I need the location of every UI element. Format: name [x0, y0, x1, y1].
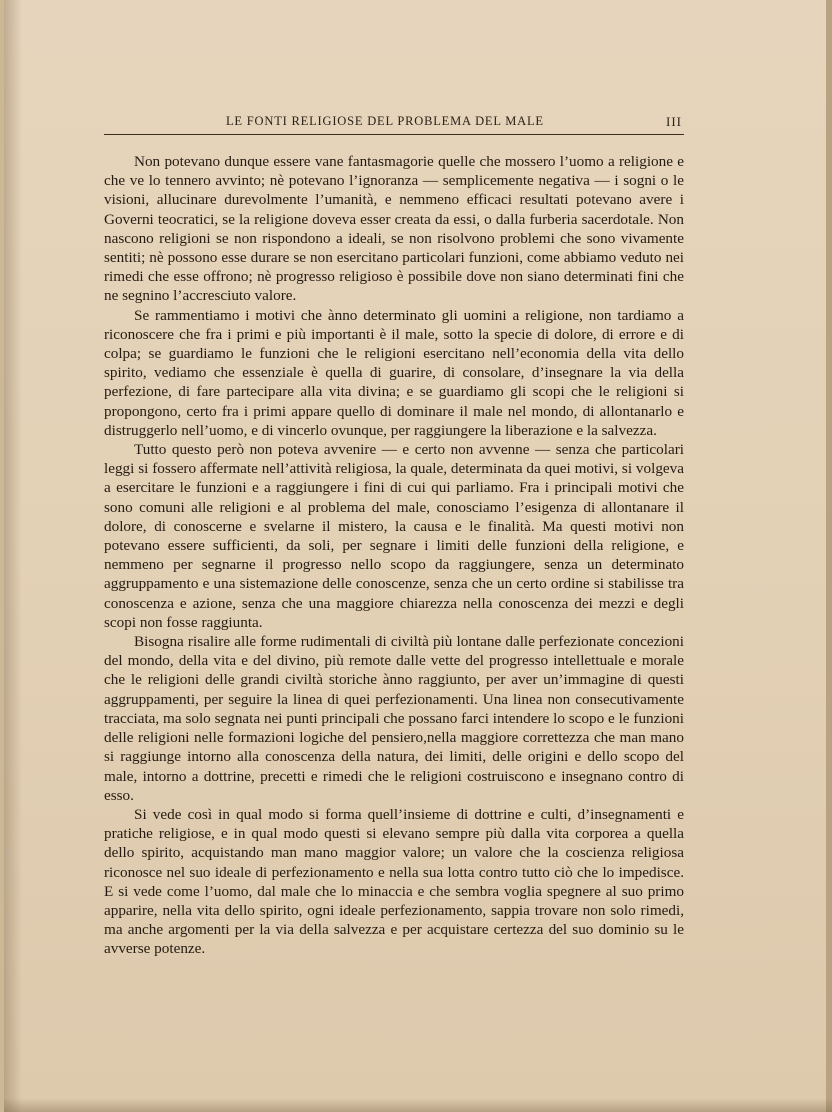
body-text [104, 152, 684, 959]
paragraph: Se rammentiamo i motivi che ànno determinato gli uomini a religione, non tardiamo a riconoscere che fra i primi e più importanti è il male, sotto la specie di dolore, di errore e di colpa; se guardiamo le funzioni che le religioni esercitano nell’economia della vita dello spirito, vediamo che essenziale è quella di guarire, di consolare, d’insegnare la via della perfezione, di fare partecipare alla vita divina; e se guardiamo gli scopi che le religioni si propongono, certo fra i primi appare quello di dominare il male nel mondo, di allontanarlo e distruggerlo nell’uomo, e di vincerlo ovunque, per raggiungere la liberazione e la salvezza. [104, 306, 684, 439]
running-title: LE FONTI RELIGIOSE DEL PROBLEMA DEL MALE [226, 114, 544, 128]
running-header [104, 112, 684, 135]
paragraph: Si vede così in qual modo si forma quell’insieme di dottrine e culti, d’insegnamenti e pratiche religiose, e in qual modo questi si elevano sempre più dalla vita corporea a quella dello spirito, acquistando man mano maggior valore; un valore che la coscienza religiosa riconosce nel suo ideale di perfezionamento e nella sua lotta contro tutto ciò che lo impedisce. E si vede come l’uomo, dal male che lo minaccia e che sembra voglia spegnere al suo primo apparire, nella vita dello spirito, ogni ideale perfezionamento, sappia trovare non solo rimedi, ma anche argomenti per la via della salvezza e per acquistare certezza del suo dominio su le avverse potenze. [104, 805, 684, 958]
paragraph: Bisogna risalire alle forme rudimentali di civiltà più lontane dalle perfezionate concezioni del mondo, della vita e del divino, più remote dalle vette del progresso intellettuale e morale che le religioni delle grandi civiltà storiche ànno raggiunto, per aver un’immagine di questi aggruppamenti, per seguire la linea di quei perfezionamenti. Una linea non consecutivamente tracciata, ma solo segnata nei punti principali che possano farci intendere lo scopo e le funzioni delle religioni nelle formazioni logiche del pensiero,nella maggiore correttezza che man mano si raggiunge intorno alla conoscenza della natura, dei limiti, delle origini e dello scopo del male, intorno a dottrine, precetti e rimedi che le religioni costruiscono e insegnano contro di esso. [104, 633, 684, 804]
paragraph: Non potevano dunque essere vane fantasmagorie quelle che mossero l’uomo a religione e che ve lo tennero avvinto; nè potevano l’ignoranza — semplicemente negativa — i sogni o le visioni, allucinare durevolmente l’umanità, e nemmeno efficaci resultati potevano avere i Governi teocratici, se la religione doveva esser creata da essi, o dalla furberia sacerdotale. Non nascono religioni se non rispondono a ideali, se non risolvono problemi che sono vivamente sentiti; nè possono esse durare se non esercitano particolari funzioni, come abbiamo veduto nei rimedi che esse offrono; nè progresso religioso è possibile dove non siano determinati fini che ne segnino l’accresciuto valore. [104, 153, 684, 305]
spine-shadow [4, 0, 22, 1112]
paragraph: Tutto questo però non poteva avvenire — e certo non avvenne — senza che particolari leggi si fossero affermate nell’attività religiosa, la quale, determinata da quei motivi, si volgeva a esercitare le funzioni e a raggiungere i fini di cui qui parliamo. Fra i principali motivi che sono comuni alle religioni e al problema del male, conosciamo l’esigenza di allontanare il dolore, di conoscerne e svelarne il mistero, la causa e le finalità. Ma questi motivi non potevano essere sufficienti, da soli, per segnare i limiti delle funzioni della religione, e nemmeno per segnarne il progresso nello scopo da raggiungere, senza un determinato aggruppamento e una sistemazione delle conoscenze, senza che un certo ordine si stabilisse tra conoscenza e azione, senza che una maggiore chiarezza nella conoscenza dei mezzi e degli scopi non fosse raggiunta. [104, 441, 684, 631]
page-number: III [666, 114, 682, 129]
page-bottom-edge [4, 1098, 832, 1112]
